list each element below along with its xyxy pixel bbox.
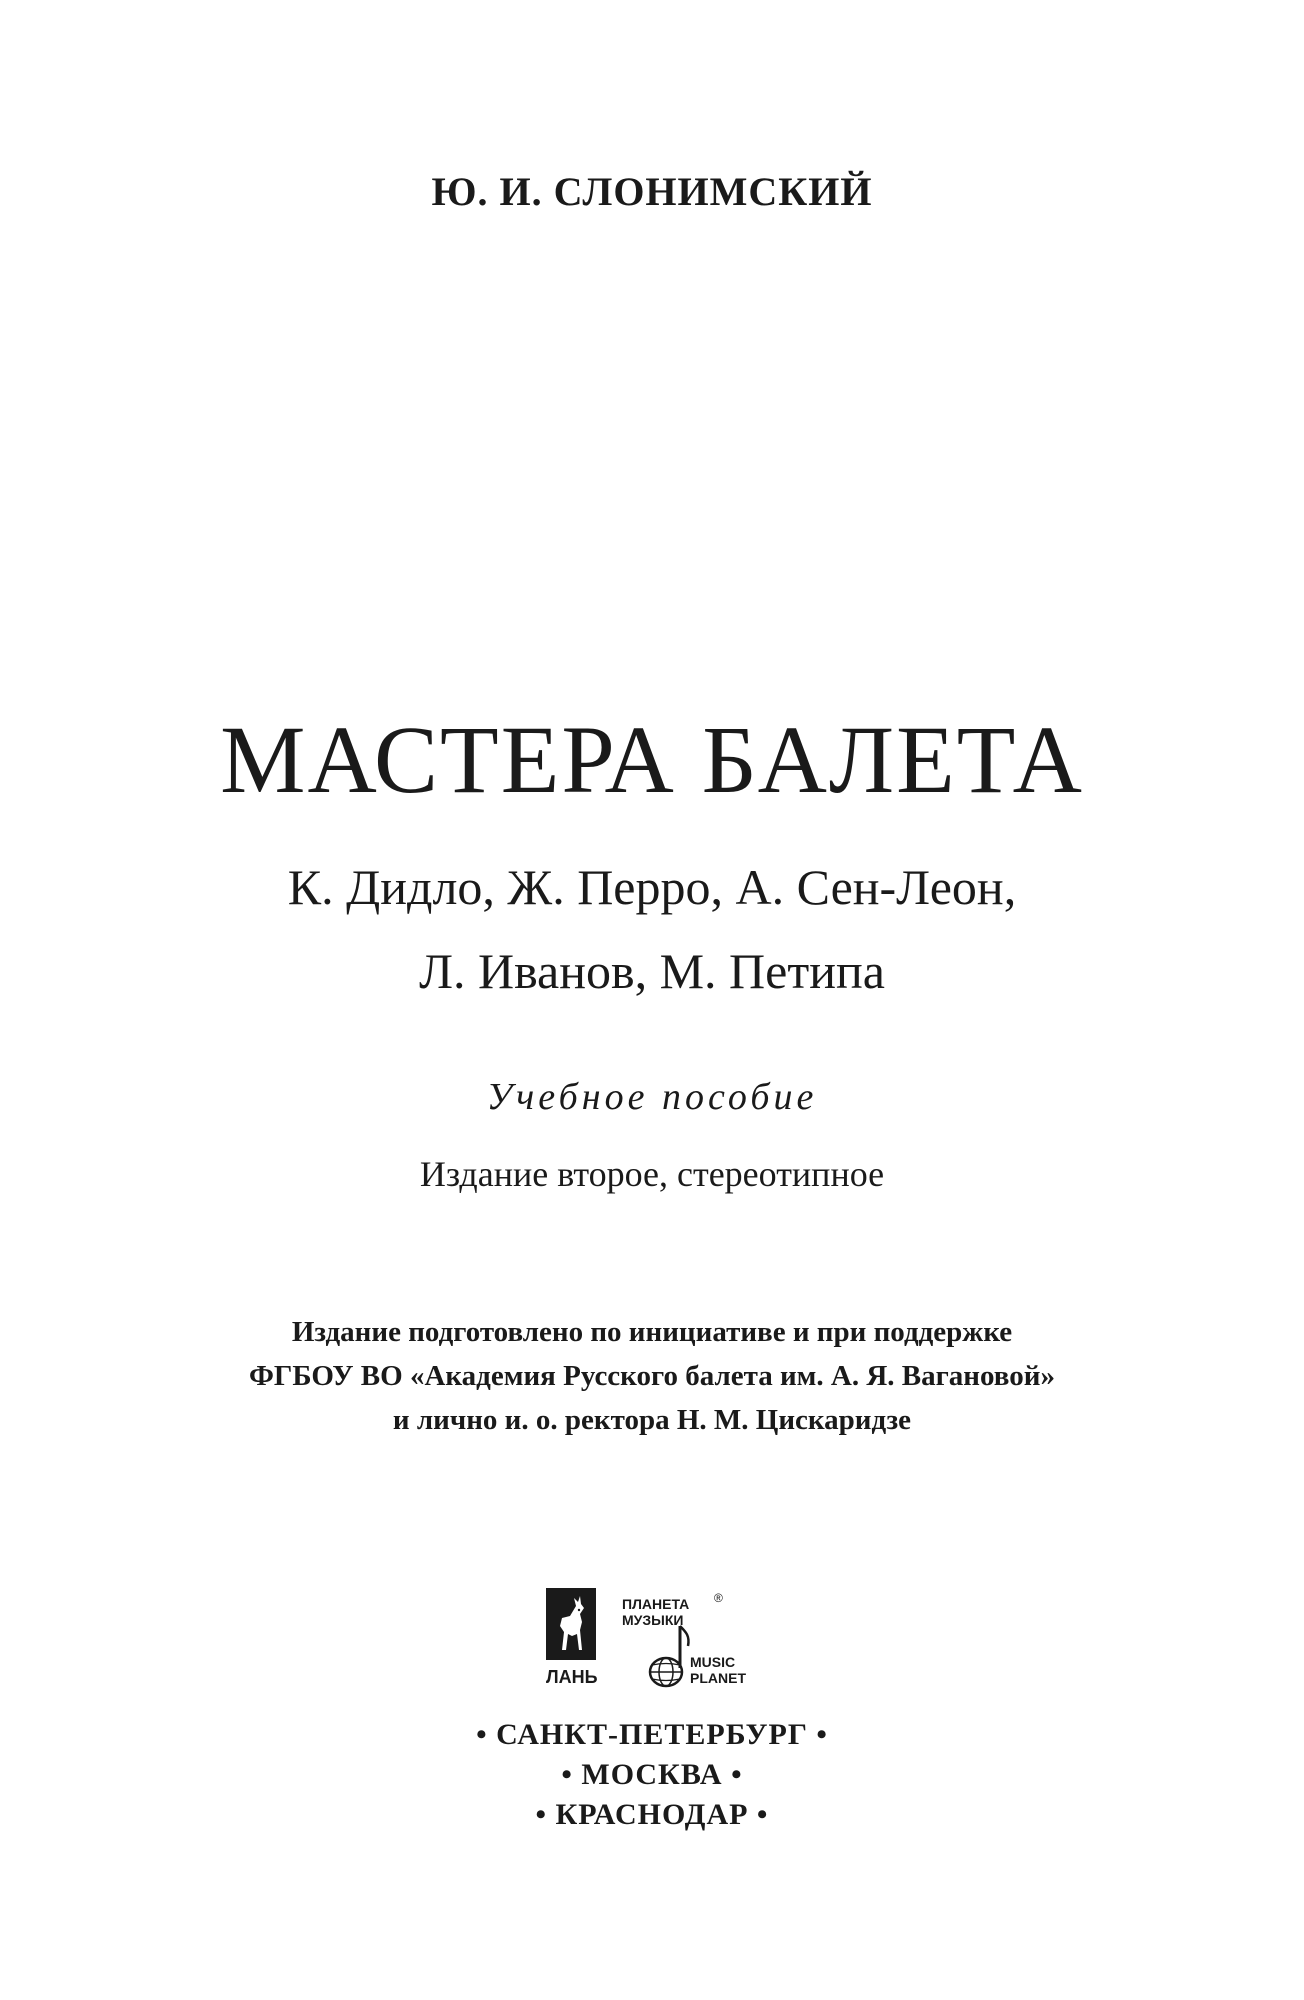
globe-note-icon xyxy=(646,1622,692,1692)
subtitle-line-2: Л. Иванов, М. Петипа xyxy=(419,943,885,999)
book-genre: Учебное пособие xyxy=(486,1076,818,1118)
book-title: МАСТЕРА БАЛЕТА xyxy=(220,706,1084,813)
support-note-line-3: и лично и. о. ректора Н. М. Цискаридзе xyxy=(392,1404,912,1436)
edition-statement: Издание второе, стереотипное xyxy=(419,1154,885,1194)
lan-logo xyxy=(546,1588,596,1696)
support-note-line-1: Издание подготовлено по инициативе и при поддержке xyxy=(291,1316,1013,1348)
city-krasnodar: • КРАСНОДАР • xyxy=(535,1798,769,1831)
publisher-logos xyxy=(546,1588,762,1698)
planeta-muzyki-logo xyxy=(622,1592,762,1696)
author-name: Ю. И. СЛОНИМСКИЙ xyxy=(431,169,873,214)
planeta-muzyki-name-ru: ПЛАНЕТА МУЗЫКИ xyxy=(622,1596,690,1628)
deer-icon xyxy=(546,1588,596,1660)
planeta-muzyki-name-en: MUSIC PLANET xyxy=(690,1654,746,1686)
city-saint-petersburg: • САНКТ-ПЕТЕРБУРГ • xyxy=(476,1718,828,1751)
registered-mark: ® xyxy=(714,1591,723,1605)
subtitle-line-1: К. Дидло, Ж. Перро, А. Сен-Леон, xyxy=(287,859,1017,915)
support-note-line-2: ФГБОУ ВО «Академия Русского балета им. А. Я. Вагановой» xyxy=(249,1360,1055,1392)
city-moscow: • МОСКВА • xyxy=(561,1758,743,1791)
lan-logo-text: ЛАНЬ xyxy=(546,1667,598,1687)
